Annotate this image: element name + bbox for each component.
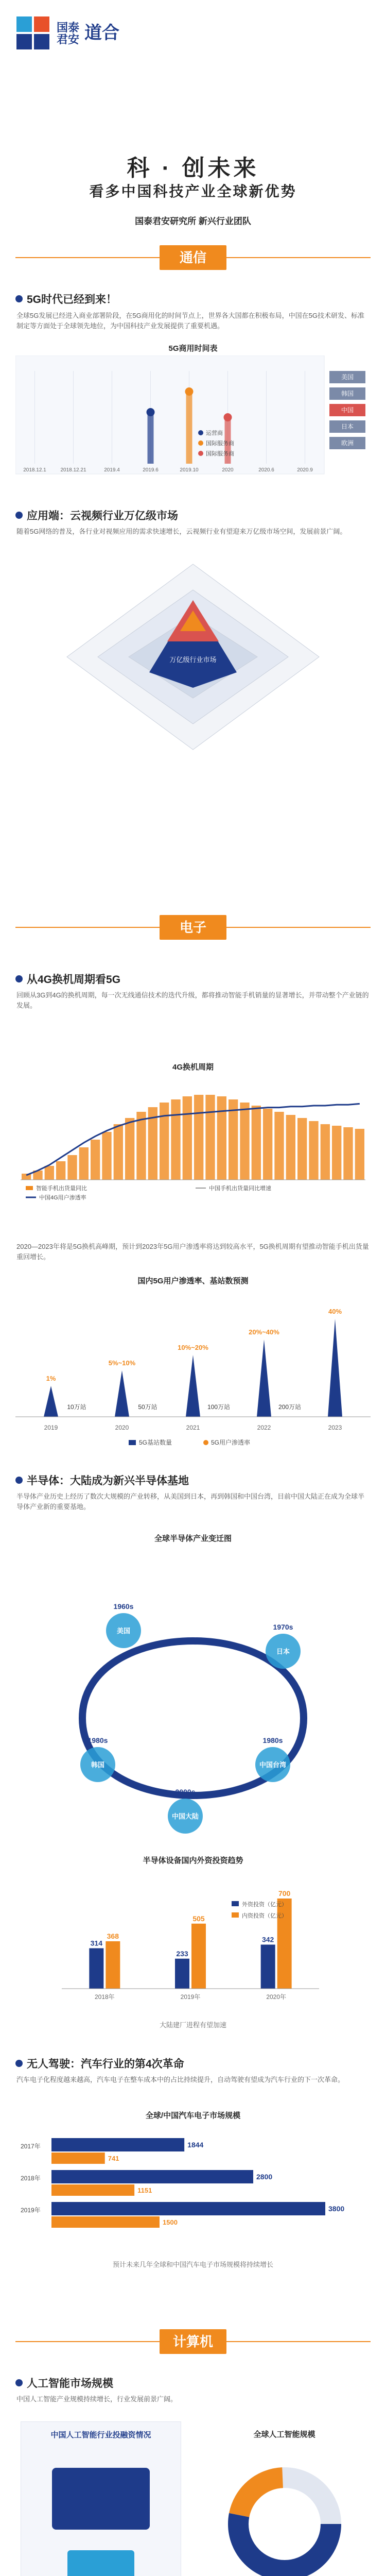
timeline-bg (15, 355, 324, 474)
bullet-icon (15, 1477, 23, 1484)
legend-label: 外资投资（亿元） (242, 1902, 287, 1908)
page-title: 科 · 创未来 (127, 156, 259, 181)
legend-swatch (129, 1440, 136, 1445)
chart-fab-title: 半导体设备国内外资投资趋势 (143, 1856, 243, 1865)
para-5g: 全球5G发展已经进入商业部署阶段，在5G商用化的时间节点上，世界各大国都在积极布局，中国在5G技术研发、标准制定等方面处于全球领先地位，为中国科技产业发展提供了重要机遇。 (16, 312, 365, 330)
fab-note: 大陆建厂进程有望加速 (159, 2021, 226, 2029)
legend-swatch (198, 440, 203, 446)
tower-icon (328, 1319, 342, 1417)
cycle-bar (160, 1103, 169, 1180)
auto-bar-china (51, 2153, 105, 2164)
fab-xtick: 2020年 (266, 1993, 287, 2001)
cycle-bar (171, 1099, 180, 1180)
transfer-place: 中国大陆 (171, 1812, 199, 1820)
ai-right-chart (203, 2447, 365, 2576)
transfer-year: 1980s (262, 1736, 283, 1744)
brand-logo-icon (15, 15, 51, 52)
cycle-bar (125, 1118, 134, 1180)
chart-5g-penetration (15, 1293, 371, 1453)
logo-line2: 君安 (57, 33, 80, 46)
transfer-year: 2000s (175, 1788, 196, 1796)
cycle-bar (252, 1106, 261, 1180)
cycle-bar (297, 1118, 307, 1180)
logo-brand: 道合 (84, 23, 120, 43)
ai-left-panel (21, 2421, 181, 2576)
legend-swatch (232, 1912, 239, 1918)
transfer-year: 1960s (113, 1602, 134, 1611)
auto-note: 预计未来几年全球和中国汽车电子市场规模将持续增长 (112, 2261, 273, 2268)
legend-swatch (198, 430, 203, 435)
ai-right-title: 全球人工智能规模 (253, 2430, 315, 2439)
fab-value: 505 (192, 1914, 205, 1923)
timeline-xtick: 2019.6 (143, 467, 159, 473)
legend-swatch (232, 1901, 239, 1906)
chart-5g-timeline (15, 355, 371, 489)
legend-swatch (203, 1440, 208, 1445)
cycle-bar (56, 1161, 65, 1180)
auto-value-global: 2800 (256, 2173, 273, 2181)
para-4g-2: 2020—2023年将是5G换机高峰期，预计到2023年5G用户渗透率将达到较高水平，5G换机周期有望推动智能手机出货量重回增长。 (16, 1243, 369, 1261)
fab-bar (89, 1948, 103, 1989)
auto-ytick: 2017年 (21, 2143, 41, 2150)
heading-5g (15, 291, 117, 307)
legend-label: 智能手机出货量同比 (36, 1185, 87, 1192)
chart-transfer-map (15, 1548, 371, 1837)
legend-label: 5G基站数量 (139, 1439, 172, 1446)
bullet-icon (15, 2379, 23, 2386)
legend-label: 内资投资（亿元） (242, 1913, 287, 1919)
heading-semi (15, 1472, 189, 1488)
chart-auto-title: 全球/中国汽车电子市场规模 (145, 2111, 241, 2120)
server-icon (67, 2550, 134, 2576)
heading-cloud-text: 应用端：云视频行业万亿级市场 (27, 510, 178, 522)
bullet-icon (15, 975, 23, 982)
bullet-icon (15, 512, 23, 519)
transfer-place: 中国台湾 (259, 1761, 287, 1769)
cycle-bar (240, 1103, 249, 1180)
legend-swatch (198, 451, 203, 456)
fab-bar (106, 1941, 120, 1989)
tower-icon (257, 1340, 271, 1417)
fab-bar (277, 1899, 292, 1989)
country-label: 欧洲 (341, 439, 354, 447)
timeline-xtick: 2019.4 (104, 467, 120, 473)
auto-bar-global (51, 2138, 184, 2151)
auto-bar-china (51, 2184, 134, 2196)
penetration-label: 5%~10% (108, 1359, 136, 1367)
cycle-bar (205, 1095, 215, 1180)
bullet-icon (15, 2060, 23, 2067)
timeline-dot (185, 387, 194, 396)
penetration-label: 10%~20% (178, 1344, 208, 1351)
cycle-bar (343, 1127, 353, 1180)
cycle-bar (114, 1124, 123, 1180)
logo-line1: 国泰 (57, 21, 80, 34)
station-label: 100万站 (207, 1403, 231, 1411)
fab-value: 314 (90, 1939, 103, 1947)
pen-xtick: 2021 (186, 1424, 200, 1431)
legend-label: 国际服务商 (206, 440, 234, 447)
section-computer-label: 计算机 (160, 2329, 226, 2354)
author-line: 国泰君安研究所 新兴行业团队 (135, 216, 251, 226)
fab-value: 233 (176, 1949, 188, 1958)
station-label: 50万站 (138, 1403, 157, 1411)
legend-swatch (26, 1186, 33, 1190)
auto-value-global: 1844 (187, 2141, 204, 2149)
heading-5g-text: 5G时代已经到来！ (27, 294, 117, 306)
auto-bar-global (51, 2170, 253, 2183)
auto-bar-global (51, 2202, 325, 2215)
timeline-xtick: 2020.9 (297, 467, 313, 473)
cycle-bar (183, 1096, 192, 1180)
pyramid-label: 万亿级行业市场 (169, 656, 217, 664)
chart-4g-cycle (21, 1077, 365, 1200)
station-label: 10万站 (67, 1403, 86, 1411)
heading-cloud-video (15, 507, 178, 523)
penetration-label: 1% (46, 1375, 56, 1382)
legend-label: 运营商 (206, 430, 223, 436)
transfer-place: 美国 (116, 1627, 131, 1635)
chart-auto-elec (21, 2128, 365, 2246)
chart-pen-title: 国内5G用户渗透率、基站数预测 (137, 1277, 249, 1285)
section-telecom (0, 242, 386, 273)
tower-icon (186, 1355, 200, 1417)
heading-4g-text: 从4G换机周期看5G (27, 974, 121, 986)
fab-bar (191, 1924, 206, 1989)
section-computer (0, 2326, 386, 2357)
cycle-bar (274, 1112, 284, 1180)
ai-right-panel (203, 2421, 365, 2576)
cycle-bar (45, 1166, 54, 1180)
heading-auto (15, 2056, 184, 2071)
timeline-bar (186, 392, 192, 464)
transfer-place: 日本 (276, 1648, 290, 1655)
para-semi: 半导体产业历史上经历了数次大规模的产业转移，从美国到日本，再到韩国和中国台湾，目前中国大陆正在成为全球半导体产业新的重要基地。 (16, 1493, 365, 1511)
transfer-place: 韩国 (91, 1761, 105, 1769)
timeline-bar (148, 412, 154, 464)
auto-value-global: 3800 (328, 2205, 345, 2213)
screen-icon (52, 2468, 150, 2530)
penetration-label: 40% (328, 1308, 342, 1315)
para-4g: 回顾从3G到4G的换机周期，每一次无线通信技术的迭代升级，都将推动智能手机销量的显著增长，并带动整个产业链的发展。 (16, 991, 369, 1009)
fab-value: 368 (107, 1932, 119, 1940)
cycle-bar (321, 1124, 330, 1180)
cycle-bar (217, 1096, 226, 1180)
fab-xtick: 2018年 (94, 1993, 115, 2001)
fab-value: 700 (278, 1889, 291, 1897)
penetration-label: 20%~40% (249, 1328, 279, 1336)
auto-bar-china (51, 2216, 160, 2228)
para-auto: 汽车电子化程度越来越高，汽车电子在整车成本中的占比持续提升，自动驾驶有望成为汽车行业的下一次革命。 (16, 2076, 345, 2083)
auto-ytick: 2018年 (21, 2175, 41, 2182)
section-electronics (0, 912, 386, 943)
fab-xtick: 2019年 (180, 1993, 201, 2001)
pen-xtick: 2022 (257, 1424, 271, 1431)
tower-icon (115, 1370, 129, 1417)
auto-ytick: 2019年 (21, 2207, 41, 2214)
timeline-xtick: 2018.12.21 (60, 467, 86, 473)
cycle-bar (91, 1140, 100, 1180)
timeline-dot (147, 408, 155, 416)
pyramid-diagram (51, 554, 335, 760)
cycle-bar (136, 1112, 146, 1180)
chart-4g-title: 4G换机周期 (172, 1063, 214, 1072)
fab-bar (261, 1945, 275, 1989)
page-subtitle: 看多中国科技产业全球新优势 (89, 183, 297, 199)
auto-value-china: 741 (108, 2155, 119, 2162)
heading-auto-text: 无人驾驶：汽车行业的第4次革命 (27, 2058, 184, 2070)
heading-ai-text: 人工智能市场规模 (27, 2378, 113, 2389)
legend-label: 国际服务商 (206, 451, 234, 457)
legend-label: 中国4G用户渗透率 (39, 1195, 86, 1200)
section-electronics-label: 电子 (160, 915, 226, 940)
timeline-dot (224, 413, 232, 421)
chart-fab-invest (62, 1870, 319, 2025)
section-telecom-label: 通信 (160, 245, 226, 270)
cycle-bar (67, 1155, 77, 1180)
timeline-xtick: 2020 (222, 467, 234, 473)
timeline-xtick: 2018.12.1 (23, 467, 46, 473)
cycle-bar (102, 1132, 111, 1180)
fab-value: 342 (261, 1935, 274, 1944)
country-label: 日本 (341, 423, 354, 430)
fab-bar (175, 1959, 189, 1989)
ai-left-illustration (21, 2447, 181, 2576)
timeline-xtick: 2019.10 (180, 467, 199, 473)
header-logo (15, 15, 119, 52)
chart-5g-title: 5G商用时间表 (168, 344, 218, 353)
cycle-bar (79, 1147, 89, 1180)
country-label: 美国 (341, 374, 354, 381)
auto-value-china: 1500 (163, 2218, 178, 2226)
legend-label: 5G用户渗透率 (211, 1439, 251, 1446)
cycle-bar (194, 1095, 203, 1180)
cycle-bar (332, 1126, 341, 1180)
cycle-bar (263, 1109, 272, 1180)
timeline-xtick: 2020.6 (258, 467, 274, 473)
transfer-year: 1970s (273, 1623, 293, 1631)
chart-transfer-title: 全球半导体产业变迁图 (154, 1534, 232, 1543)
station-label: 200万站 (278, 1403, 302, 1411)
pen-xtick: 2023 (328, 1424, 342, 1431)
cycle-bar (355, 1129, 364, 1180)
tower-icon (44, 1386, 58, 1417)
cycle-bar (286, 1115, 295, 1180)
heading-ai (15, 2375, 113, 2391)
auto-value-china: 1151 (137, 2187, 152, 2194)
para-ai: 中国人工智能产业规模持续增长，行业发展前景广阔。 (16, 2395, 178, 2403)
legend-label: 中国手机出货量同比增速 (209, 1185, 271, 1192)
ai-left-title: 中国人工智能行业投融资情况 (50, 2431, 151, 2439)
bullet-icon (15, 295, 23, 302)
heading-semi-text: 半导体：大陆成为新兴半导体基地 (27, 1475, 189, 1487)
cycle-bar (309, 1121, 318, 1180)
heading-4g-cycle (15, 971, 120, 987)
pen-xtick: 2019 (44, 1424, 58, 1431)
country-label: 中国 (341, 406, 354, 414)
country-label: 韩国 (341, 390, 354, 397)
para-cloud: 随着5G网络的普及，各行业对视频应用的需求快速增长，云视频行业有望迎来万亿级市场空间，发展前景广阔。 (16, 528, 347, 535)
cycle-bar (229, 1099, 238, 1180)
transfer-year: 1980s (87, 1736, 108, 1744)
pen-xtick: 2020 (115, 1424, 129, 1431)
